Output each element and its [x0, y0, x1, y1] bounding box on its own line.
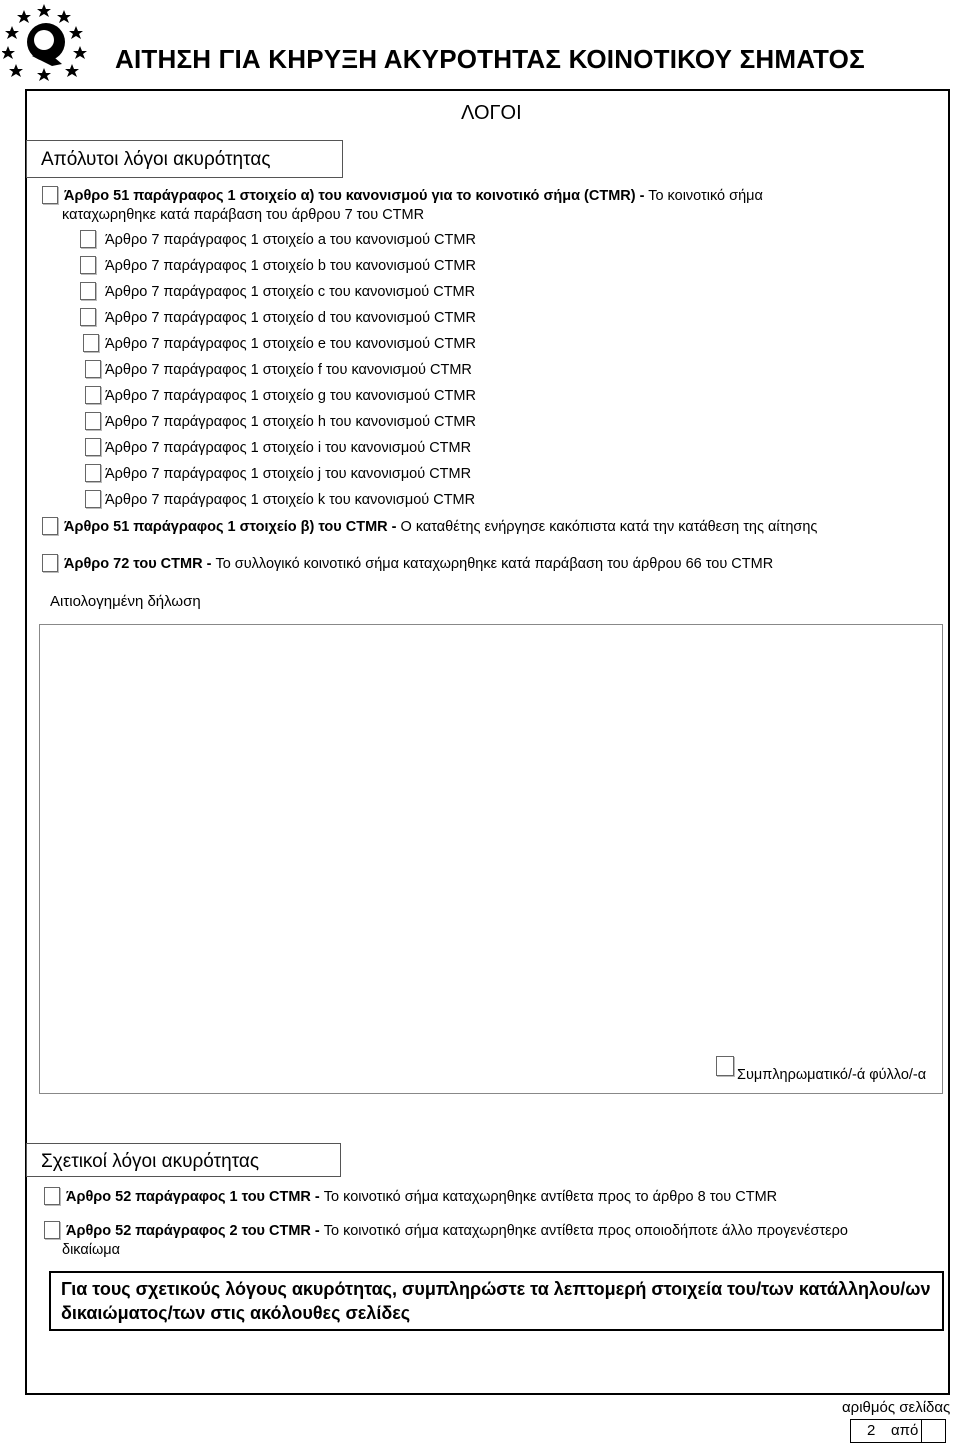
art7-item-checkbox[interactable]: [85, 490, 101, 508]
art7-item-checkbox[interactable]: [80, 230, 96, 248]
art7-item-label: Άρθρο 7 παράγραφος 1 στοιχείο c του κανονισμού CTMR: [105, 284, 476, 300]
page-of-label: από: [891, 1422, 919, 1439]
art72-bold: Άρθρο 72 του CTMR -: [64, 556, 212, 572]
relative-grounds-title: Σχετικοί λόγοι ακυρότητας: [41, 1151, 260, 1172]
art7-item-checkbox[interactable]: [80, 282, 96, 300]
relative-grounds-notice: Για τους σχετικούς λόγους ακυρότητας, συμπληρώστε τα λεπτομερή στοιχεία του/των κατάλληλου/ων δικαιώματος/των στις ακόλουθες σελίδες: [49, 1271, 944, 1331]
art7-item-checkbox[interactable]: [80, 308, 96, 326]
art52-1-text: Το κοινοτικό σήμα καταχωρηθηκε αντίθετα προς το άρθρο 8 του CTMR: [319, 1189, 778, 1205]
absolute-grounds-title: Απόλυτοι λόγοι ακυρότητας: [41, 149, 271, 170]
art7-item-checkbox[interactable]: [85, 412, 101, 430]
art7-item-label: Άρθρο 7 παράγραφος 1 στοιχείο i του κανονισμού CTMR: [105, 440, 472, 456]
absolute-grounds-title-box: [26, 140, 343, 178]
document-title: ΑΙΤΗΣΗ ΓΙΑ ΚΗΡΥΞΗ ΑΚΥΡΟΤΗΤΑΣ ΚΟΙΝΟΤΙΚΟΥ ΣΗΜΑΤΟΣ: [115, 44, 865, 74]
section-heading: ΛΟΓΟΙ: [461, 102, 522, 124]
art52-1-checkbox[interactable]: [44, 1187, 60, 1205]
art52-2-text-line2: δικαίωμα: [62, 1242, 121, 1258]
art7-item-label: Άρθρο 7 παράγραφος 1 στοιχείο a του κανονισμού CTMR: [105, 232, 476, 248]
art7-item-label: Άρθρο 7 παράγραφος 1 στοιχείο b του κανονισμού CTMR: [105, 258, 476, 274]
art7-item-checkbox[interactable]: [83, 334, 99, 352]
reasoned-statement-textarea[interactable]: [39, 624, 943, 1094]
page-box-divider: [921, 1420, 922, 1442]
page-number: 2: [867, 1422, 876, 1439]
art51b-checkbox[interactable]: [42, 517, 58, 535]
art52-1-bold: Άρθρο 52 παράγραφος 1 του CTMR -: [66, 1189, 320, 1205]
art7-item-checkbox[interactable]: [80, 256, 96, 274]
art7-item-label: Άρθρο 7 παράγραφος 1 στοιχείο k του κανονισμού CTMR: [105, 492, 476, 508]
art72-text: Το συλλογικό κοινοτικό σήμα καταχωρηθηκε κατά παράβαση του άρθρου 66 του CTMR: [211, 556, 774, 572]
art51a-text: Το κοινοτικό σήμα: [644, 188, 763, 204]
art7-item-label: Άρθρο 7 παράγραφος 1 στοιχείο j του κανονισμού CTMR: [105, 466, 472, 482]
reasoned-statement-label: Αιτιολογημένη δήλωση: [50, 593, 201, 610]
art51a-checkbox[interactable]: [42, 186, 58, 204]
supplementary-sheets-label: Συμπληρωματικό/-ά φύλλο/-α: [737, 1067, 927, 1083]
art52-2-bold: Άρθρο 52 παράγραφος 2 του CTMR -: [66, 1223, 320, 1239]
art7-item-checkbox[interactable]: [85, 464, 101, 482]
art52-2-text: Το κοινοτικό σήμα καταχωρηθηκε αντίθετα προς οποιοδήποτε άλλο προγενέστερο: [319, 1223, 848, 1239]
supplementary-sheets-checkbox[interactable]: [716, 1056, 734, 1076]
art72-checkbox[interactable]: [42, 554, 58, 572]
art7-item-checkbox[interactable]: [85, 386, 101, 404]
art7-item-checkbox[interactable]: [85, 360, 101, 378]
art7-item-checkbox[interactable]: [85, 438, 101, 456]
art51b-text: Ο καταθέτης ενήργησε κακόπιστα κατά την κατάθεση της αίτησης: [396, 519, 818, 535]
art7-item-label: Άρθρο 7 παράγραφος 1 στοιχείο g του κανονισμού CTMR: [105, 388, 476, 404]
relative-grounds-title-box: [26, 1143, 341, 1177]
art7-item-label: Άρθρο 7 παράγραφος 1 στοιχείο e του κανονισμού CTMR: [105, 336, 476, 352]
art7-item-label: Άρθρο 7 παράγραφος 1 στοιχείο f του κανονισμού CTMR: [105, 362, 472, 378]
art51a-bold: Άρθρο 51 παράγραφος 1 στοιχείο α) του κανονισμού για το κοινοτικό σήμα (CTMR) -: [64, 188, 645, 204]
art51b-bold: Άρθρο 51 παράγραφος 1 στοιχείο β) του CTMR -: [64, 519, 397, 535]
page-number-box: [850, 1419, 946, 1443]
art7-item-label: Άρθρο 7 παράγραφος 1 στοιχείο d του κανονισμού CTMR: [105, 310, 476, 326]
art7-item-label: Άρθρο 7 παράγραφος 1 στοιχείο h του κανονισμού CTMR: [105, 414, 476, 430]
art51a-text-line2: καταχωρηθηκε κατά παράβαση του άρθρου 7 του CTMR: [62, 207, 425, 223]
art52-2-checkbox[interactable]: [44, 1221, 60, 1239]
page-number-label: αριθμός σελίδας: [842, 1399, 951, 1416]
eu-stars-r-logo-icon: [2, 2, 92, 84]
